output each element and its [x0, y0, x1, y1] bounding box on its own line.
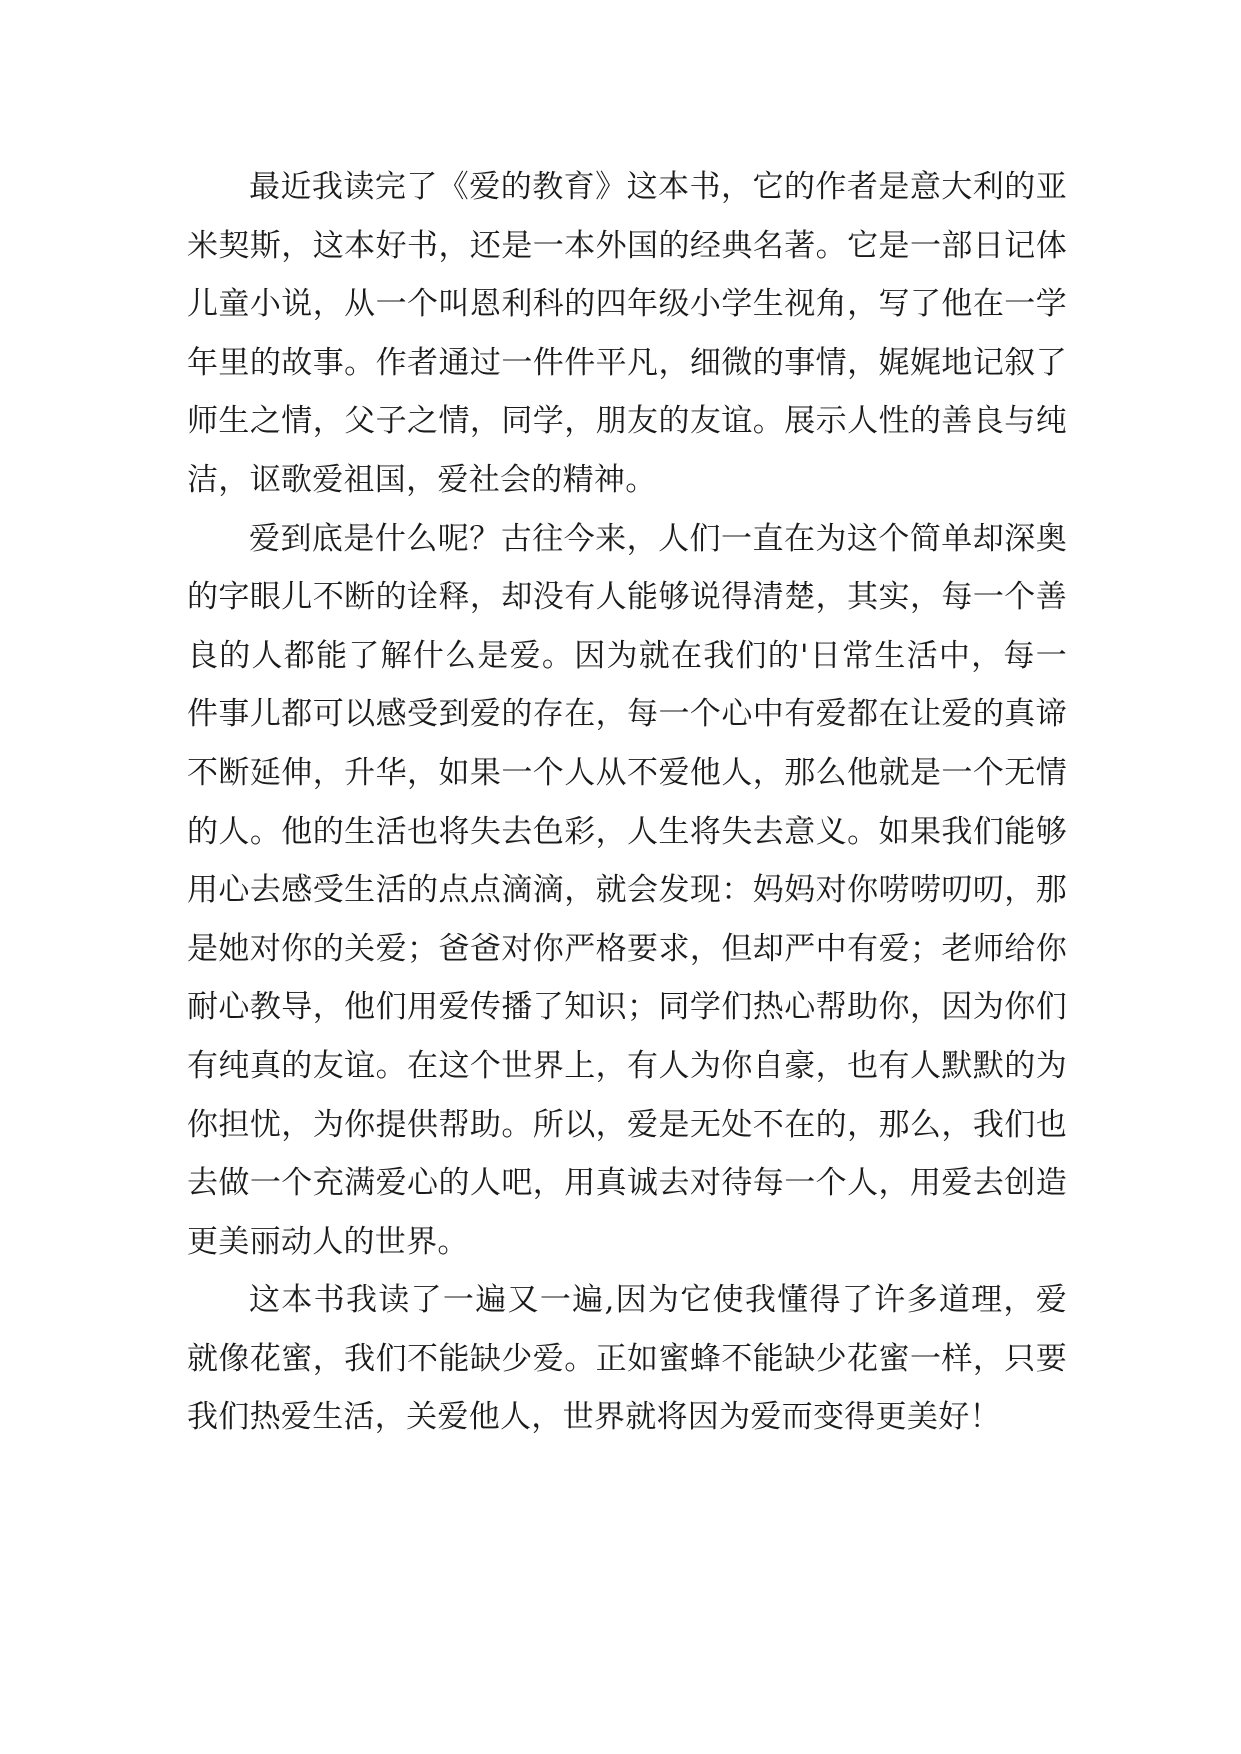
paragraph-2: 爱到底是什么呢？古往今来，人们一直在为这个简单却深奥的字眼儿不断的诠释，却没有人能够说得清楚，其实，每一个善良的人都能了解什么是爱。因为就在我们的'日常生活中，每一件事儿都可以感受到爱的存在，每一个心中有爱都在让爱的真谛不断延伸，升华，如果一个人从不爱他人，那么他就是一个无情的人。他的生活也将失去色彩，人生将失去意义。如果我们能够用心去感受生活的点点滴滴，就会发现：妈妈对你唠唠叨叨，那是她对你的关爱；爸爸对你严格要求，但却严中有爱；老师给你耐心教导，他们用爱传播了知识；同学们热心帮助你，因为你们有纯真的友谊。在这个世界上，有人为你自豪，也有人默默的为你担忧，为你提供帮助。所以，爱是无处不在的，那么，我们也去做一个充满爱心的人吧，用真诚去对待每一个人，用爱去创造更美丽动人的世界。 [187, 520, 1067, 1260]
paragraph-1: 最近我读完了《爱的教育》这本书，它的作者是意大利的亚米契斯，这本好书，还是一本外国的经典名著。它是一部日记体儿童小说，从一个叫恩利科的四年级小学生视角，写了他在一学年里的故事。作者通过一件件平凡，细微的事情，娓娓地记叙了师生之情，父子之情，同学，朋友的友谊。展示人性的善良与纯洁，讴歌爱祖国，爱社会的精神。 [187, 169, 1067, 498]
paragraph-3: 这本书我读了一遍又一遍,因为它使我懂得了许多道理，爱就像花蜜，我们不能缺少爱。正如蜜蜂不能缺少花蜜一样，只要我们热爱生活，关爱他人，世界就将因为爱而变得更美好！ [187, 1282, 1067, 1436]
essay-body [187, 158, 1067, 1447]
